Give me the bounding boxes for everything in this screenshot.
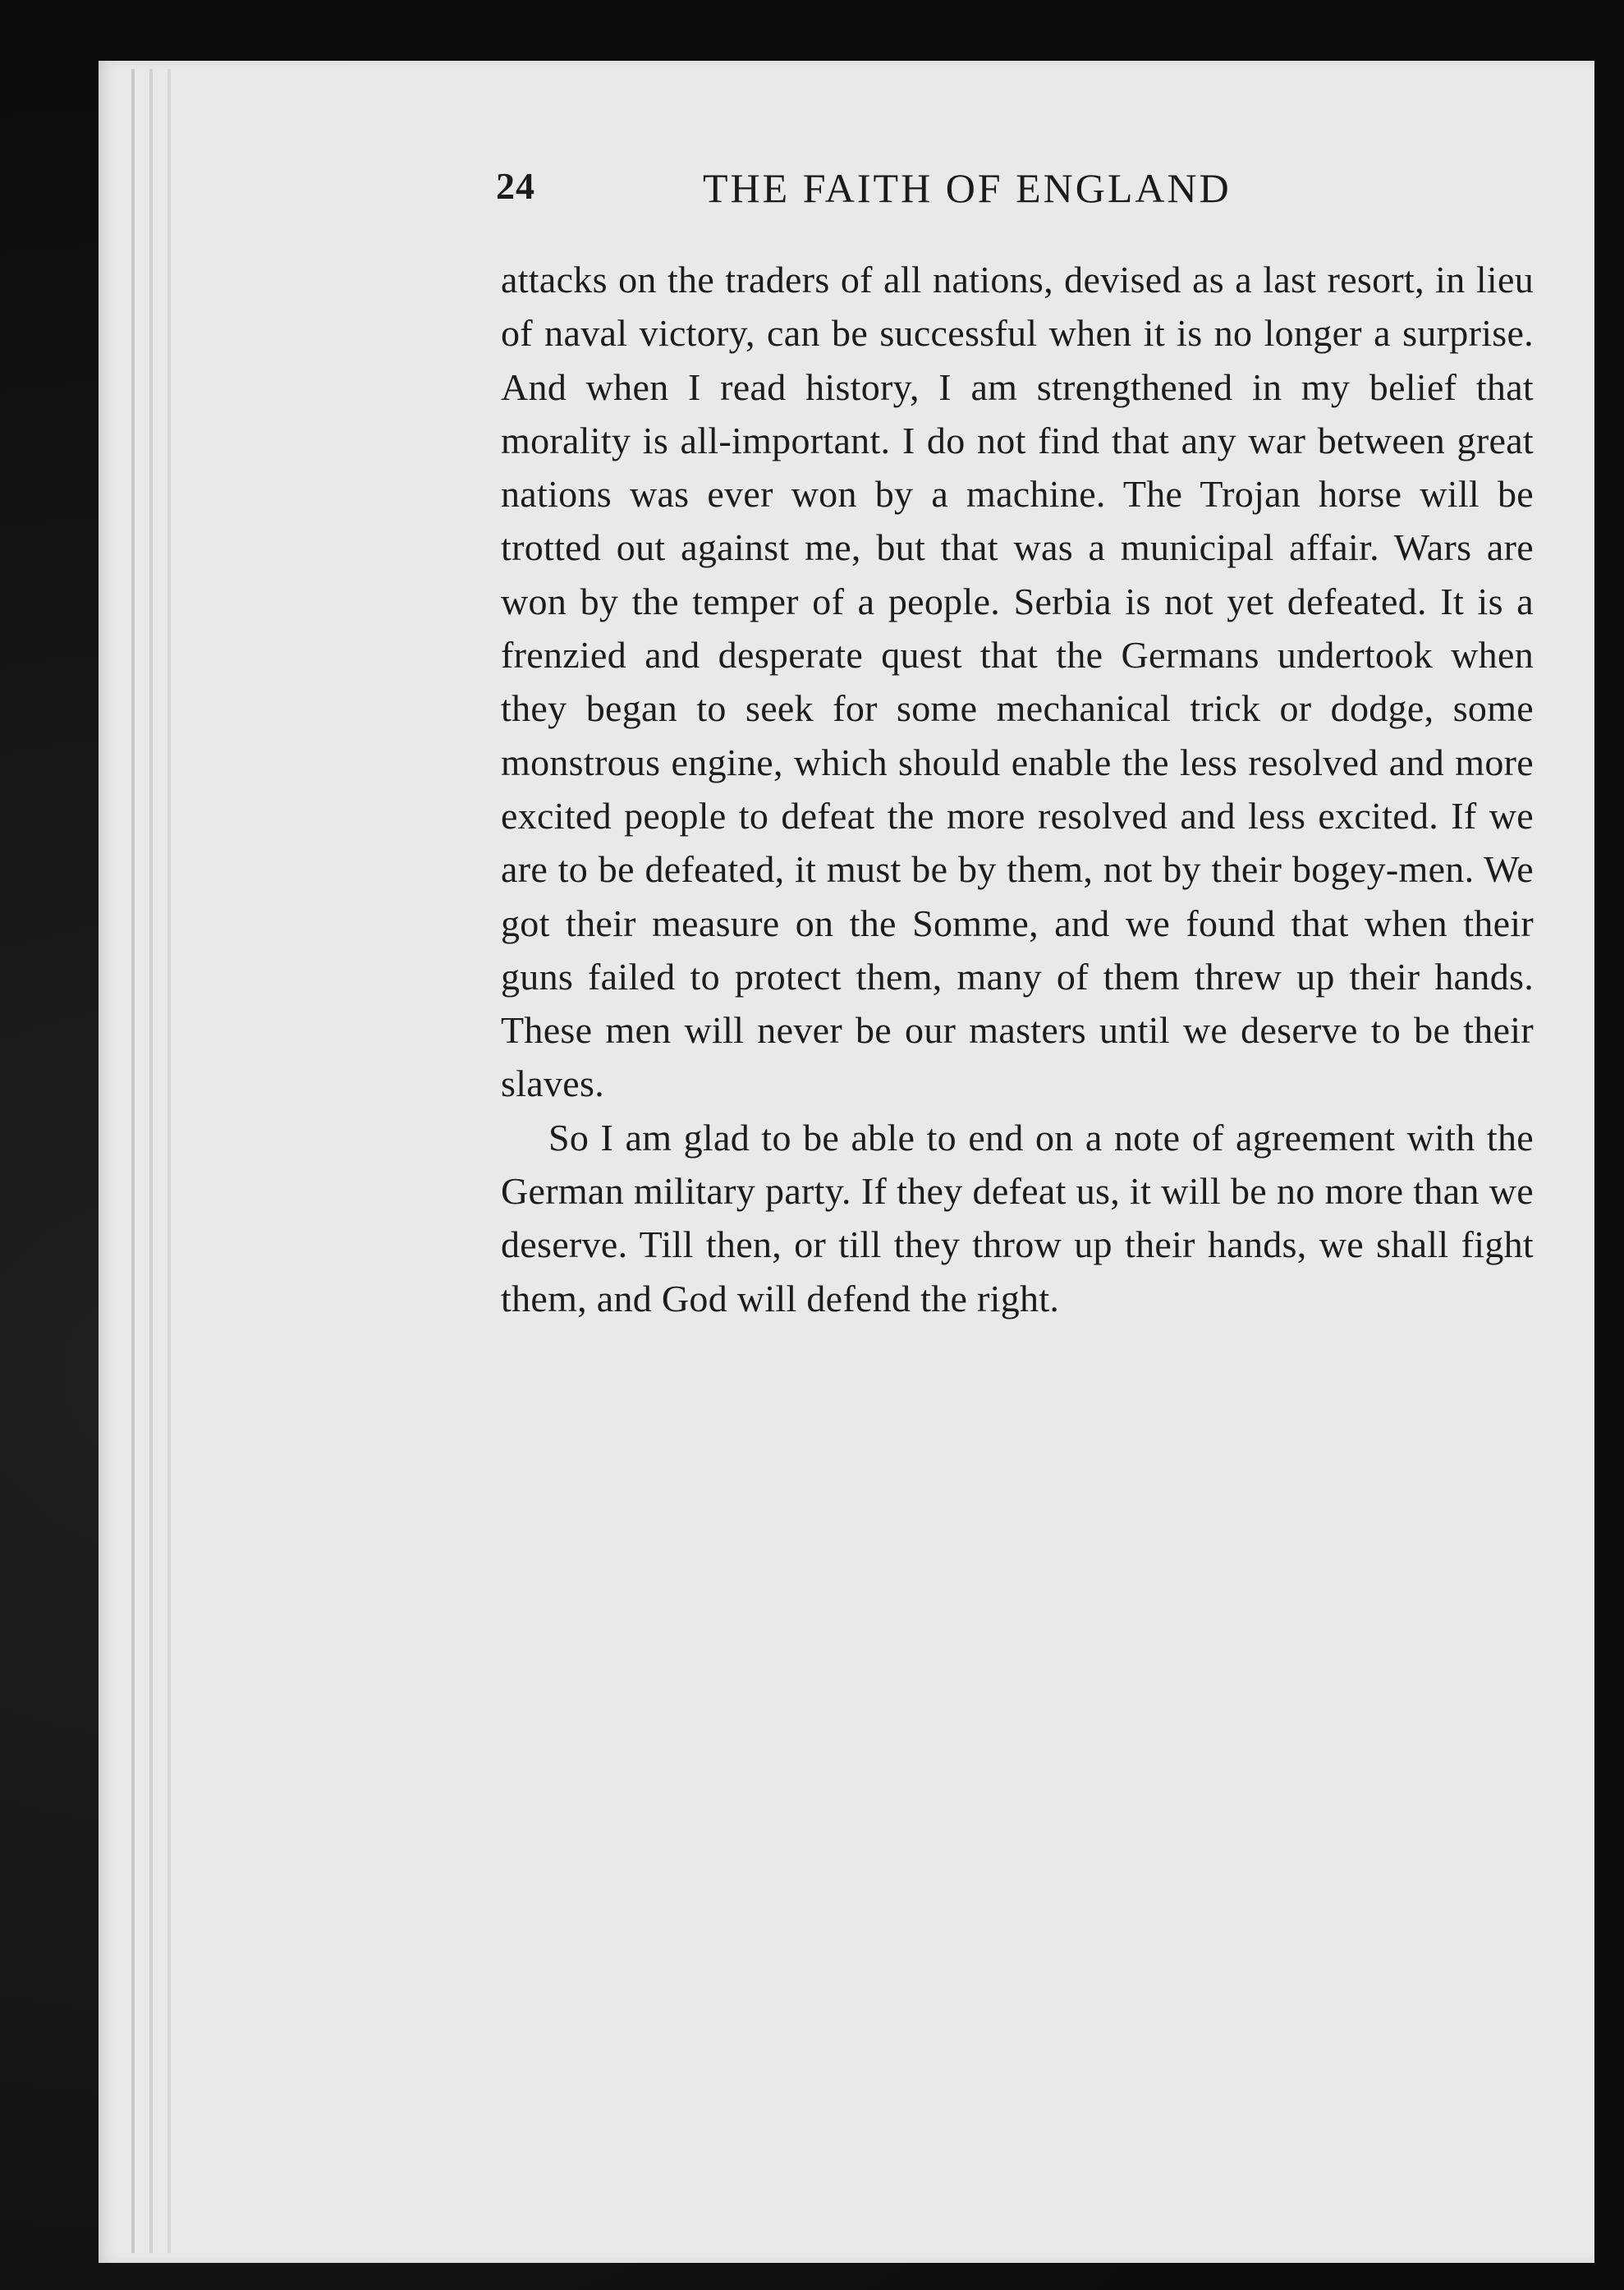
page-edge-line <box>149 69 153 2253</box>
paragraph-1: attacks on the traders of all nations, devised as a last resort, in lieu of naval victory, can be successful when it is no longer a surprise. And when I read history, I am strengthened in my belief that morality is all-important. I do not find that any war between great nations was ever won by a machine. The Trojan horse will be trotted out against me, but that was a municipal affair. Wars are won by the temper of a people. Serbia is not yet defeated. It is a frenzied and desperate quest that the Germans undertook when they began to seek for some mechanical trick or dodge, some monstrous engine, which should enable the less resolved and more excited people to defeat the more resolved and less excited. If we are to be defeated, it must be by them, not by their bogey-men. We got their measure on the Somme, and we found that when their guns failed to protect them, many of them threw up their hands. These men will never be our masters until we deserve to be their slaves. <box>501 259 1534 1105</box>
body-text <box>501 253 1534 1325</box>
page-edge-line <box>167 69 171 2253</box>
running-head <box>397 164 1547 222</box>
page-number: 24 <box>496 165 535 207</box>
paragraph-2: So I am glad to be able to end on a note of agreement with the German military party. If they defeat us, it will be no more than we deserve. Till then, or till they throw up their hands, we shall fight them, and God will defend the right. <box>501 1116 1534 1319</box>
book-title: THE FAITH OF ENGLAND <box>703 165 1232 211</box>
page-edge-line <box>131 69 135 2253</box>
